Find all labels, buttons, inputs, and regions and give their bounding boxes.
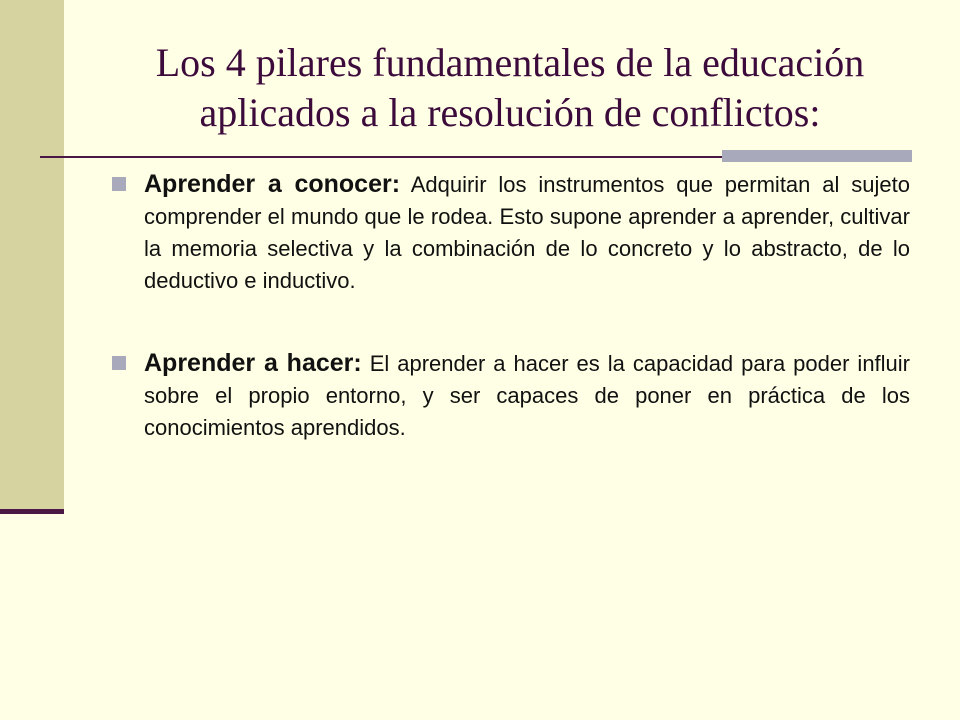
bullet-item-aprender-a-hacer: [110, 347, 910, 444]
square-bullet-icon: [112, 356, 126, 370]
bullet-text: El aprender a hacer es la capacidad para poder influir sobre el propio entorno, y ser capaces de poner en práctica de los conocimientos aprendidos.: [144, 351, 911, 440]
left-bar-underline: [0, 509, 64, 514]
bullet-list: [110, 168, 910, 444]
slide-title: [70, 38, 950, 138]
bullet-item-aprender-a-conocer: [110, 168, 910, 297]
bullet-term: Aprender a conocer:: [144, 170, 401, 198]
title-line-2: aplicados a la resolución de conflictos:: [199, 90, 821, 135]
bullet-text: Adquirir los instrumentos que permitan al sujeto comprender el mundo que le rodea. Esto supone aprender a aprender, cultivar la memoria selectiva y la combinación de lo concreto y lo abstracto, de lo deductivo e inductivo.: [144, 172, 910, 293]
square-bullet-icon: [112, 177, 126, 191]
title-divider-accent: [722, 150, 912, 162]
left-decorative-bar: [0, 0, 64, 512]
title-line-1: Los 4 pilares fundamentales de la educación: [155, 40, 865, 85]
bullet-term: Aprender a hacer:: [144, 349, 362, 377]
